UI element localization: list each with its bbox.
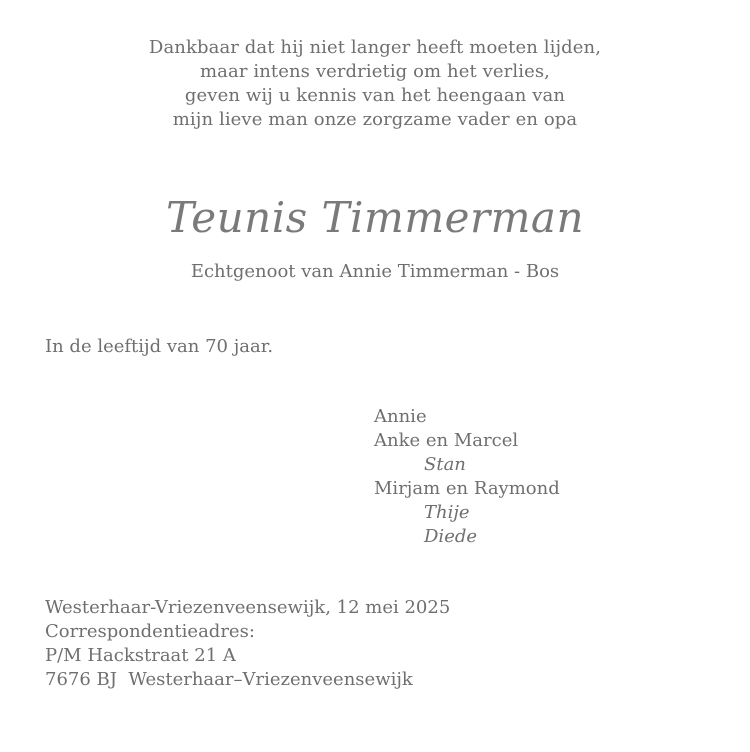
intro-text [0,36,750,132]
grandchild-diede: Diede [424,526,478,547]
place-date-line: Westerhaar-Vriezenveensewijk, 12 mei 2025 [45,597,451,618]
address-line-1: P/M Hackstraat 21 A [45,645,236,666]
footer-block [45,596,450,692]
address-line-2: 7676 BJ Westerhaar–Vriezenveensewijk [45,669,413,690]
grandchild-thije: Thije [424,502,470,523]
correspondence-label: Correspondentieadres: [45,621,255,642]
intro-line-1: Dankbaar dat hij niet langer heeft moeten lijden, [148,37,602,58]
family-member-mirjam-raymond: Mirjam en Raymond [374,478,560,499]
deceased-name: Teunis Timmerman [166,193,584,242]
grandchild-stan: Stan [424,454,466,475]
intro-line-2: maar intens verdrietig om het verlies, [199,61,551,82]
spouse-line: Echtgenoot van Annie Timmerman - Bos [190,261,560,282]
intro-line-3: geven wij u kennis van het heengaan van [184,85,566,106]
age-line: In de leeftijd van 70 jaar. [45,336,274,357]
family-member-annie: Annie [374,406,427,427]
family-list [374,405,560,549]
intro-line-4: mijn lieve man onze zorgzame vader en opa [172,109,578,130]
family-member-anke-marcel: Anke en Marcel [374,430,519,451]
